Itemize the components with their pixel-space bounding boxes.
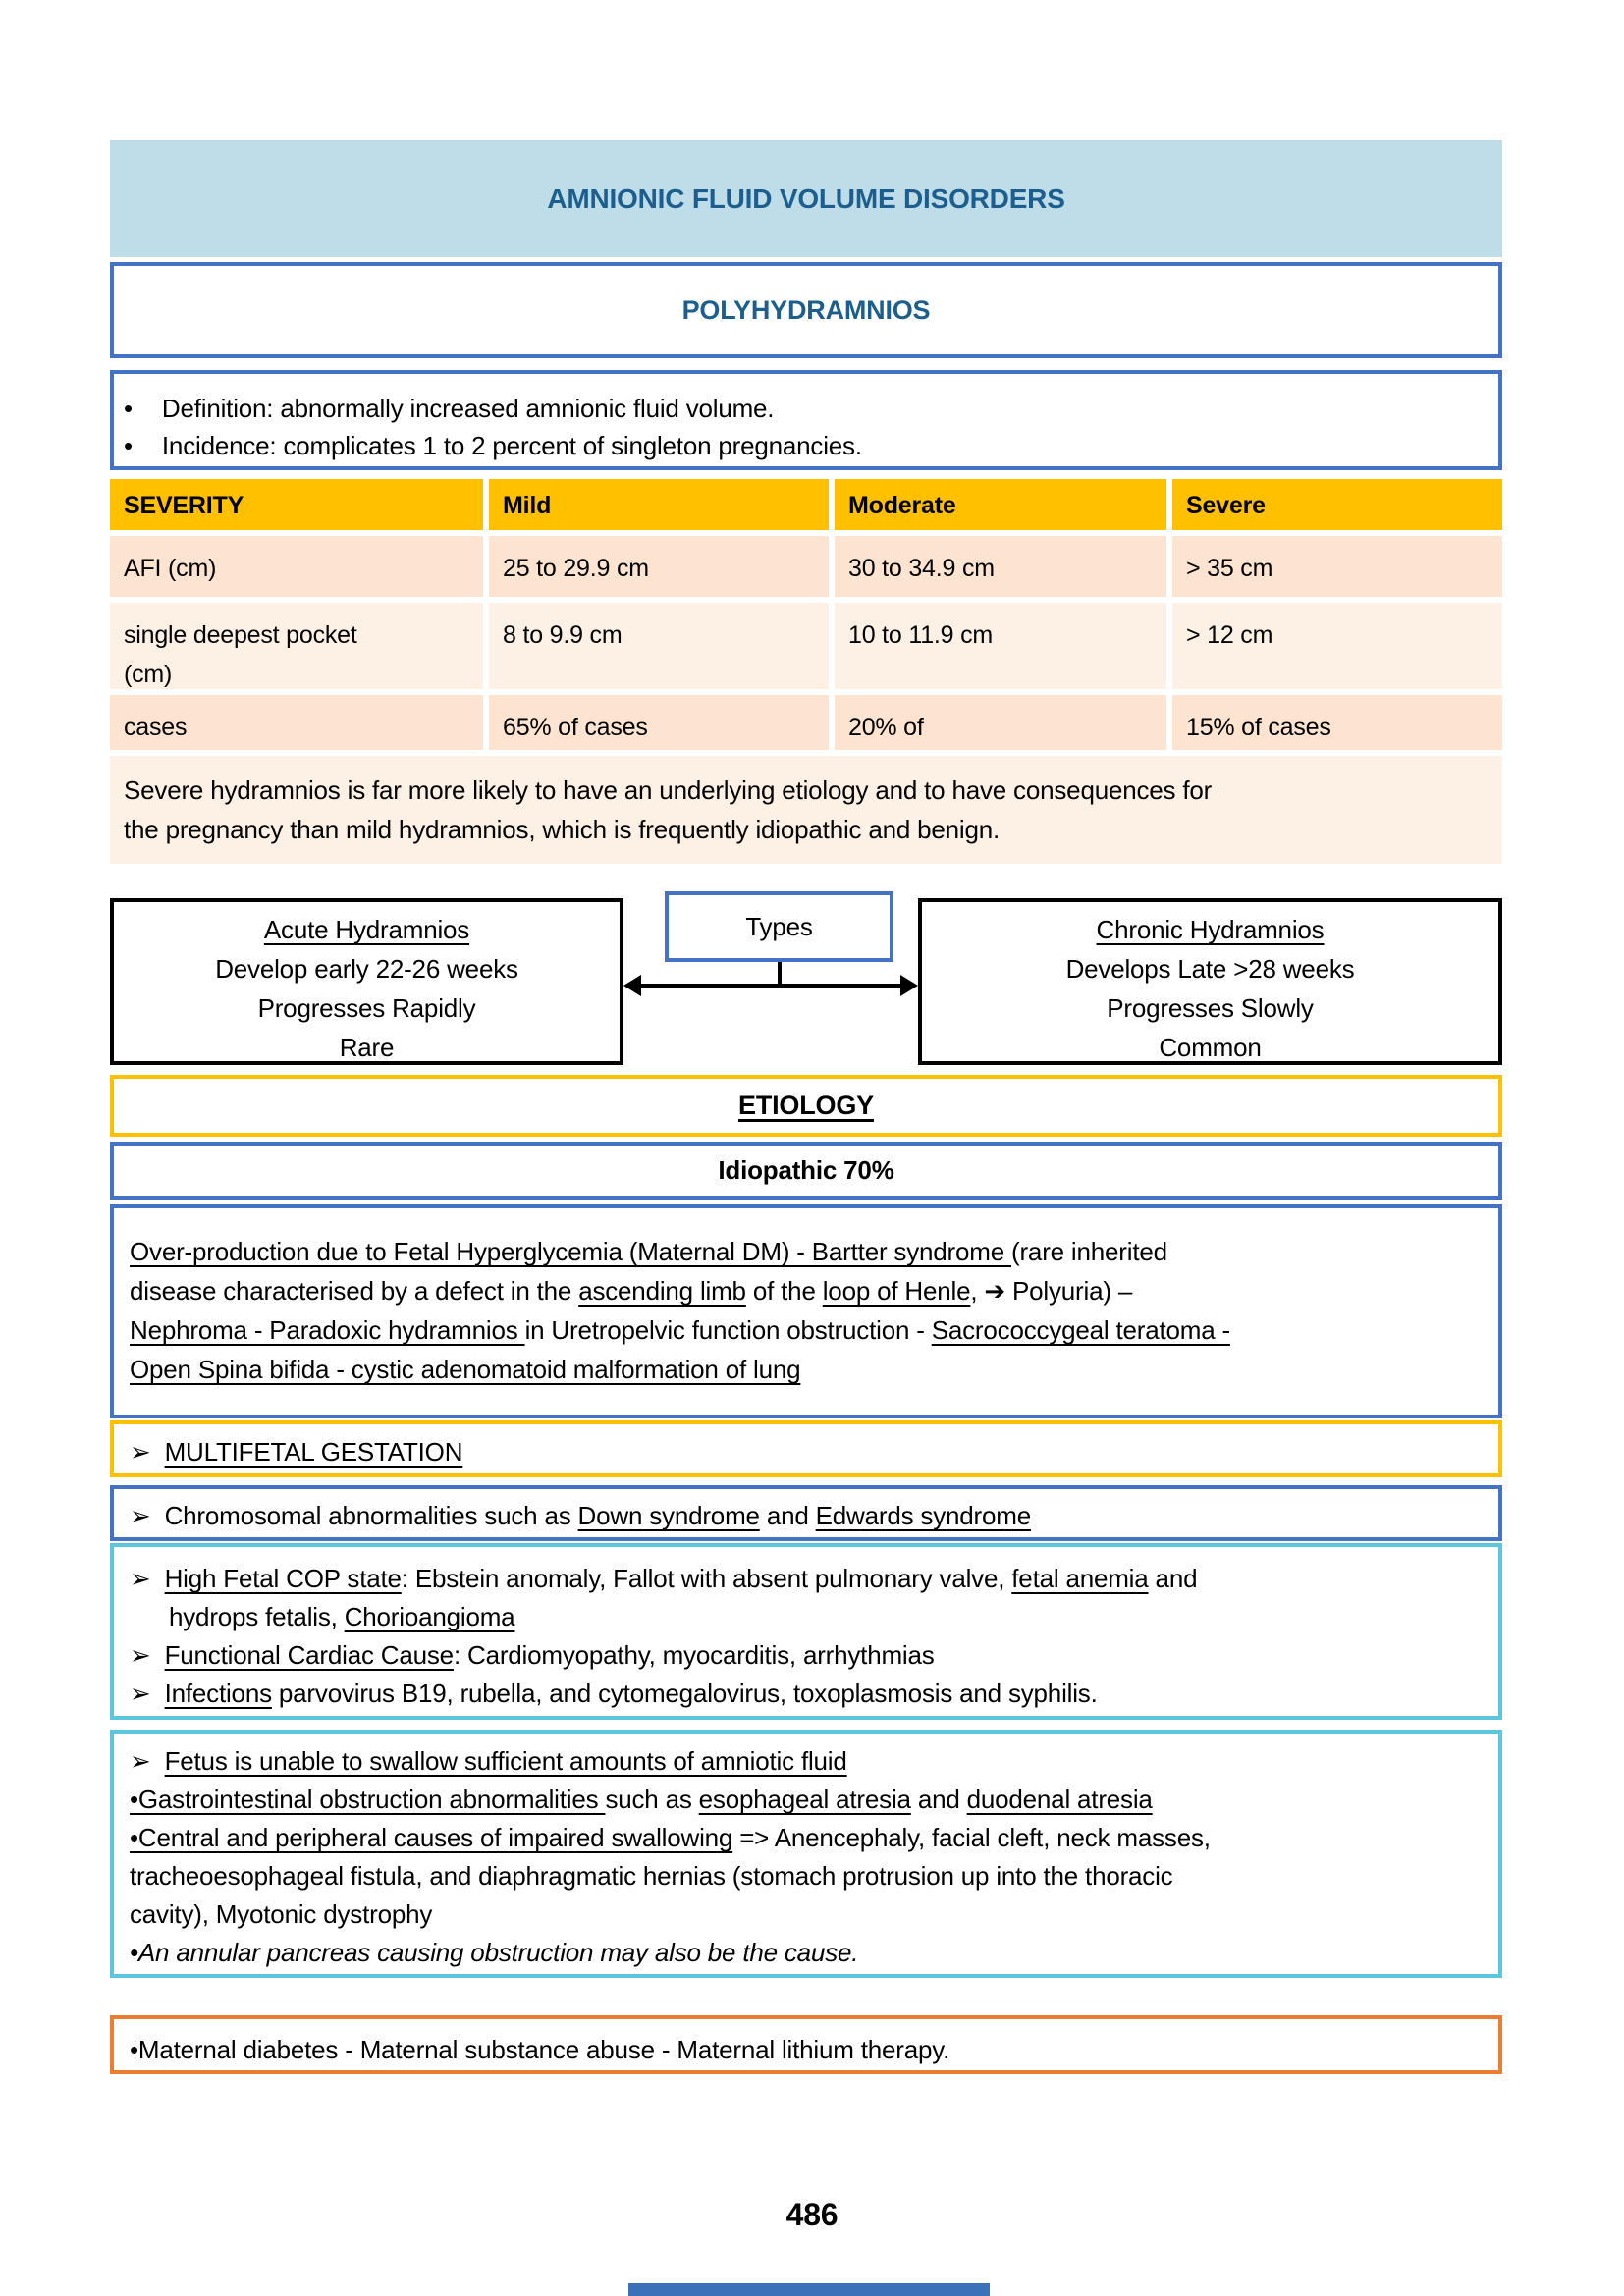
table-note-line: the pregnancy than mild hydramnios, which is frequently idiopathic and benign. [124,815,1001,844]
text-line: •An annular pancreas causing obstruction may also be the cause. [130,1938,859,1967]
etiology-title: ETIOLOGY [738,1091,874,1120]
table-cell: > 35 cm [1172,536,1502,597]
idiopathic-label: Idiopathic 70% [718,1155,894,1185]
types-label-box [665,891,893,962]
text-line: ➢ Chromosomal abnormalities such as Down syndrome and Edwards syndrome [130,1501,1031,1530]
page-number: 486 [785,2197,839,2232]
overproduction-box [110,1204,1502,1418]
acute-title: Acute Hydramnios [263,915,470,944]
types-label: Types [745,912,813,941]
multifetal-gestation-box [110,1420,1502,1477]
text-line: • Incidence: complicates 1 to 2 percent of singleton pregnancies. [124,431,862,460]
text-line: tracheoesophageal fistula, and diaphragmatic hernias (stomach protrusion up into the thoracic [130,1861,1173,1891]
text-line: disease characterised by a defect in the ascending limb of the loop of Henle, ➔ Polyuria) – [130,1276,1133,1306]
table-cell: 30 to 34.9 cm [835,536,1166,597]
bullet-marker: ➢ [130,1746,151,1776]
table-header-severe: Severe [1172,479,1502,530]
bullet-marker: ➢ [130,1640,151,1670]
text-line: •Central and peripheral causes of impaired swallowing => Anencephaly, facial cleft, neck masses, [130,1823,1211,1852]
text-line: ➢ Functional Cardiac Cause: Cardiomyopathy, myocarditis, arrhythmias [130,1640,935,1670]
acute-hydramnios-box [110,898,623,1065]
text-line: Nephroma - Paradoxic hydramnios in Uretropelvic function obstruction - Sacrococcygeal teratoma - [130,1315,1230,1345]
text-line: cavity), Myotonic dystrophy [130,1899,433,1929]
acute-line: Rare [339,1033,395,1062]
idiopathic-box [110,1142,1502,1200]
acute-line: Progresses Rapidly [257,993,476,1023]
table-cell: 65% of cases [489,695,829,750]
table-note [110,756,1502,864]
high-fetal-cop-box [110,1543,1502,1720]
impaired-swallowing-box [110,1730,1502,1978]
etiology-title-box [110,1075,1502,1137]
bullet-marker: • [124,394,133,423]
table-row-label: single deepest pocket (cm) [110,603,483,689]
text-line: •Gastrointestinal obstruction abnormalities such as esophageal atresia and duodenal atresia [130,1785,1153,1814]
bullet-marker: ➢ [130,1564,151,1593]
text-line: ➢ Fetus is unable to swallow sufficient amounts of amniotic fluid [130,1746,847,1776]
bullet-marker: ➢ [130,1437,151,1467]
table-cell: 20% of [835,695,1166,750]
chromosomal-box [110,1485,1502,1541]
maternal-causes-box [110,2015,1502,2074]
chronic-line: Common [1159,1033,1262,1062]
double-arrow [641,984,900,988]
table-row-label: cases [110,695,483,750]
table-header-severity: SEVERITY [110,479,483,530]
chronic-hydramnios-box [918,898,1502,1065]
table-cell: > 12 cm [1172,603,1502,689]
bullet-marker: ➢ [130,1679,151,1708]
table-cell: 15% of cases [1172,695,1502,750]
chronic-line: Progresses Slowly [1107,993,1314,1023]
types-diagram [110,891,1502,1070]
severity-table [110,479,1502,864]
definition-box [110,370,1502,470]
text-line: ➢ MULTIFETAL GESTATION [130,1437,463,1467]
text-line: Open Spina bifida - cystic adenomatoid malformation of lung [130,1355,801,1384]
chronic-line: Develops Late >28 weeks [1065,954,1355,984]
text-line: • Definition: abnormally increased amnionic fluid volume. [124,394,775,423]
text-line: ➢ High Fetal COP state: Ebstein anomaly, Fallot with absent pulmonary valve, fetal anemia and [130,1564,1198,1593]
chronic-title: Chronic Hydramnios [1096,915,1325,944]
table-cell: 25 to 29.9 cm [489,536,829,597]
page-title: AMNIONIC FLUID VOLUME DISORDERS [547,183,1065,214]
text-line: hydrops fetalis, Chorioangioma [169,1602,515,1631]
table-note-line: Severe hydramnios is far more likely to have an underlying etiology and to have consequences for [124,775,1213,805]
section-title: POLYHYDRAMNIOS [681,294,931,325]
table-cell: 10 to 11.9 cm [835,603,1166,689]
polyhydramnios-title-box [110,262,1502,358]
connector-line [778,962,782,984]
table-header-mild: Mild [489,479,829,530]
text-line: ➢ Infections parvovirus B19, rubella, and cytomegalovirus, toxoplasmosis and syphilis. [130,1679,1098,1708]
bullet-marker: ➢ [130,1501,151,1530]
header-band [110,140,1502,257]
bottom-blue-bar [628,2283,990,2296]
acute-line: Develop early 22-26 weeks [215,954,518,984]
text-line: •Maternal diabetes - Maternal substance abuse - Maternal lithium therapy. [130,2035,950,2064]
bullet-marker: • [124,431,133,460]
table-cell: 8 to 9.9 cm [489,603,829,689]
table-header-moderate: Moderate [835,479,1166,530]
text-line: Over-production due to Fetal Hyperglycemia (Maternal DM) - Bartter syndrome (rare inherited [130,1237,1167,1266]
table-row-label: AFI (cm) [110,536,483,597]
